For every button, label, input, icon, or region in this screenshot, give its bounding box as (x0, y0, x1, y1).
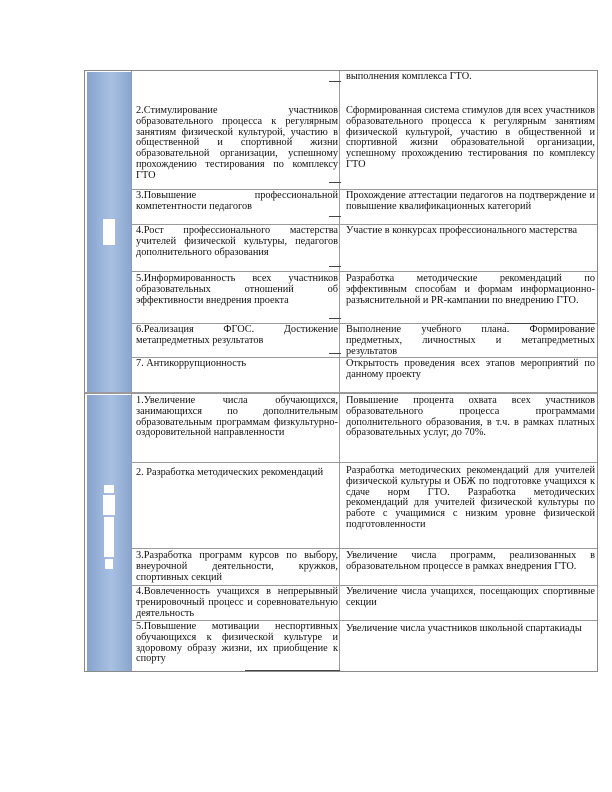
result-cell: Сформированная система стимулов для всех участников образовательного процесса к регулярным занятиям физической культурой, участию в общественной и спортивной жизни образовательной организации, успешному прохождению тестирования по комплексу ГТО (346, 105, 595, 170)
result-cell: Повышение процента охвата всех участников образовательного процесса программами дополнительного образования, в т.ч. в рамках платных образовательных услуг, до 70%. (346, 395, 595, 439)
task-cell: 2.Стимулирование участников образовательного процесса к регулярным занятиям физической культурой, участию в общественной и спортивной жизни образовательной организации, успешному прохождению тестирования по комплексу ГТО (136, 105, 338, 181)
side-bar-block (105, 559, 113, 569)
result-cell: Разработка методические рекомендаций по эффективным способам и формам информационно-разъяснительной и PR-кампании по внедрению ГТО. (346, 273, 595, 306)
result-cell: Увеличение числа учащихся, посещающих спортивные секции (346, 586, 595, 608)
result-cell: Прохождение аттестации педагогов на подтверждение и повышение квалификационных категорий (346, 190, 595, 212)
result-cell: Увеличение числа программ, реализованных в образовательном процессе в рамках внедрения ГТО. (346, 550, 595, 572)
task-cell: 2. Разработка методических рекомендаций (136, 467, 324, 478)
task-cell: 6.Реализация ФГОС. Достижение метапредметных результатов (136, 324, 338, 346)
task-cell: 1.Увеличение числа обучающихся, занимающихся по дополнительным образовательным программам физкультурно-оздоровительной направленности (136, 395, 338, 439)
row-divider (131, 271, 597, 272)
task-cell: 4.Рост профессионального мастерства учителей физической культуры, педагогов дополнительного образования (136, 225, 338, 258)
side-bar-block (104, 485, 114, 493)
row-divider (131, 548, 597, 549)
task-cell: 5.Информированность всех участников образовательных отношений об эффективности внедрения проекта (136, 273, 338, 306)
result-cell: Разработка методических рекомендаций для учителей физической культуры и ОБЖ по подготовке учащихся к сдаче норм ГТО. Разработка методических рекомендаций для учителей физической культуры по работе с учащимися с низким уровне физической подготовленности (346, 465, 595, 530)
result-cell: Участие в конкурсах профессионального мастерства (346, 225, 578, 236)
task-cell: 3.Разработка программ курсов по выбору, внеурочной деятельности, кружков, спортивных секций (136, 550, 338, 583)
side-bar-block (104, 517, 114, 557)
task-cell: 5.Повышение мотивации неспортивных обучающихся к физической культуре и здоровому образу жизни, их приобщение к спорту (136, 621, 338, 665)
column-divider (131, 71, 132, 671)
result-cell: Увеличение числа участников школьной спартакиады (346, 623, 582, 634)
side-bar-block (103, 219, 115, 245)
task-cell: 4.Вовлеченность учащихся в непрерывный тренировочный процесс и соревновательную деятельность (136, 586, 338, 619)
result-cell: Открытость проведения всех этапов мероприятий по данному проекту (346, 358, 595, 380)
results-table (84, 70, 598, 672)
row-divider (131, 462, 597, 463)
result-cell: выполнения комплекса ГТО. (346, 71, 472, 82)
section-divider (85, 392, 597, 394)
result-cell: Выполнение учебного плана. Формирование предметных, личностных и метапредметных результатов (346, 324, 595, 357)
section-1-side-bar (87, 72, 131, 392)
underline-mark (329, 81, 341, 82)
side-bar-block (103, 495, 115, 515)
task-cell: 7. Антикоррупционность (136, 358, 247, 369)
task-cell: 3.Повышение профессиональной компетентности педагогов (136, 190, 338, 212)
section-2-side-bar (87, 395, 131, 671)
